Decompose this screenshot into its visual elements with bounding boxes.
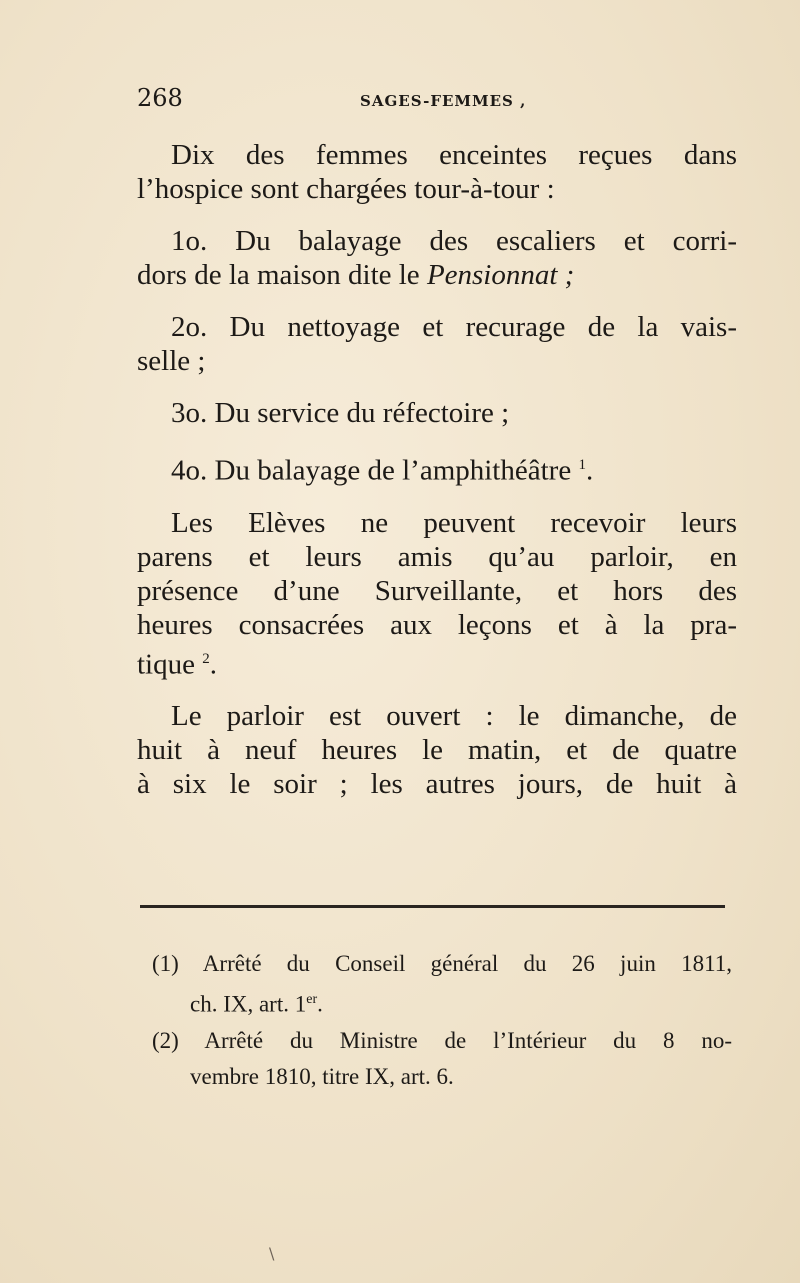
paragraph-gap (137, 430, 737, 448)
footnotes (152, 946, 732, 1095)
paragraph-2-line-1: Les Elèves ne peuvent recevoir leurs (171, 506, 737, 539)
paragraph-1-line-1: Dix des femmes enceintes reçues dans (171, 139, 737, 171)
paragraph-gap (137, 488, 737, 506)
item-1-text: dors de la maison dite le (137, 259, 420, 291)
footnote-1-ref-text: ch. IX, art. 1 (190, 991, 307, 1017)
paragraph-2-line-2: parens et leurs amis qu’au parloir, en (137, 540, 737, 573)
page-number: 268 (137, 84, 183, 112)
item-1-italic-term: Pensionnat ; (426, 259, 575, 291)
footnote-1-period: . (317, 991, 323, 1017)
footnote-2-line-2: vembre 1810, titre IX, art. 6. (190, 1063, 454, 1089)
running-head (137, 84, 737, 114)
item-4-period: . (585, 454, 594, 487)
footnote-rule (140, 905, 725, 908)
footnote-2-line-1: (2) Arrêté du Ministre de l’Intérieur du 8 no- (152, 1027, 732, 1053)
item-2-line-2: selle ; (137, 345, 206, 377)
item-4-text: 4o. Du balayage de l’amphithéâtre (171, 454, 572, 487)
item-1-line-2 (137, 258, 737, 292)
paragraph-1-line-2: l’hospice sont chargées tour-à-tour : (137, 173, 555, 205)
paragraph-3-line-1: Le parloir est ouvert : le dimanche, de (171, 700, 737, 733)
paragraph-3-line-2: huit à neuf heures le matin, et de quatre (137, 734, 737, 767)
paragraph-2-line-3: présence d’une Surveillante, et hors des (137, 574, 737, 607)
body-text (137, 138, 737, 801)
running-title: SAGES-FEMMES , (360, 92, 527, 110)
paragraph-2-line-4: heures consacrées aux leçons et à la pra- (137, 608, 737, 641)
item-2-line-1: 2o. Du nettoyage et recurage de la vais- (171, 311, 737, 343)
item-3-line-1: 3o. Du service du réfectoire ; (171, 397, 510, 429)
footnote-1-superscript: er (306, 992, 318, 1007)
paragraph-2-last-word: tique (137, 648, 195, 681)
footnote-1-line-1: (1) Arrêté du Conseil général du 26 juin 1811, (152, 951, 732, 976)
item-4-line-1 (137, 448, 737, 488)
paragraph-3-line-3: à six le soir ; les autres jours, de huit à (137, 768, 737, 801)
item-1-line-1: 1o. Du balayage des escaliers et corri- (171, 225, 737, 257)
paragraph-gap (137, 292, 737, 310)
footnote-1-line-2 (152, 982, 732, 1023)
footnote-ref-2: 2 (202, 650, 210, 667)
paragraph-gap (137, 206, 737, 224)
paragraph-gap (137, 378, 737, 396)
paragraph-2-period: . (209, 648, 217, 681)
bottom-stray-mark: \ (269, 1244, 275, 1263)
paragraph-gap (137, 681, 737, 699)
footnote-ref-1: 1 (578, 457, 586, 473)
paragraph-2-line-5 (137, 642, 737, 682)
